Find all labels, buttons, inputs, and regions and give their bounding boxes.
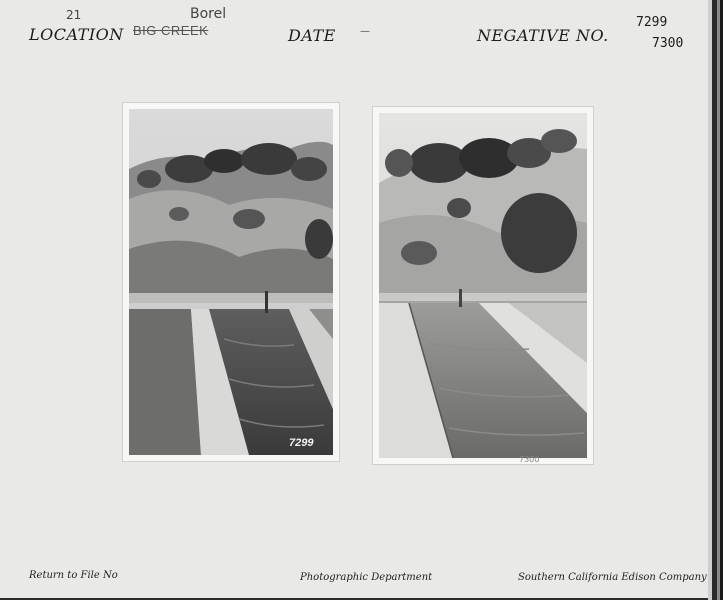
date-value: —: [360, 26, 370, 37]
photo-7299: [123, 103, 339, 461]
photo-7300-image: [379, 113, 587, 458]
photo-7299-image: [129, 109, 333, 455]
company-label: Southern California Edison Company: [518, 572, 707, 583]
photo-7300: [373, 107, 593, 464]
photo-7300-pencil-number: 7300: [519, 455, 540, 464]
date-label: DATE: [288, 26, 336, 45]
negative-number-2: 7300: [652, 36, 684, 51]
department-label: Photographic Department: [300, 572, 433, 583]
photo-7299-stamp: 7299: [289, 437, 314, 449]
scan-edge-strip: [708, 0, 723, 600]
file-number-handwritten: 21: [66, 8, 82, 22]
return-to-file-label: Return to File No: [29, 570, 118, 581]
negative-number-1: 7299: [636, 15, 668, 30]
location-struck-value: BIG CREEK: [133, 23, 209, 38]
location-handwritten: Borel: [190, 6, 227, 22]
negative-number-label: NEGATIVE NO.: [477, 26, 609, 45]
location-label: LOCATION: [29, 25, 124, 44]
